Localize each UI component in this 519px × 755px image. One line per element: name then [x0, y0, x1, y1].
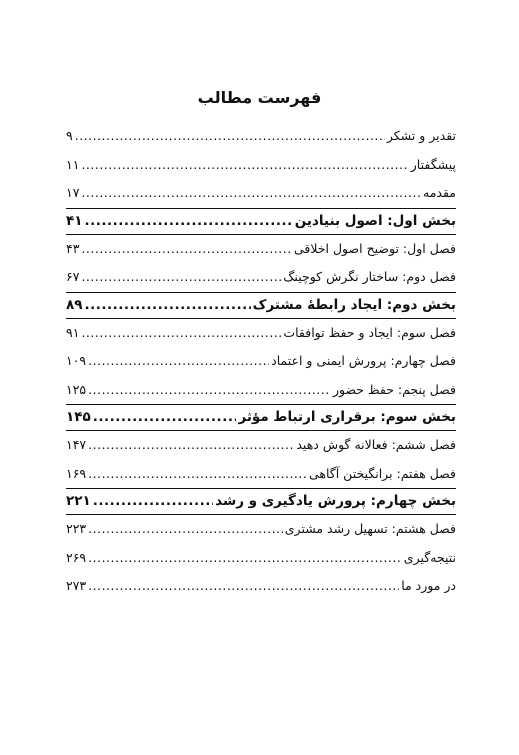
toc-entry-label: مقدمه [423, 185, 456, 200]
toc-entry-page-number: ۲۶۹ [66, 549, 87, 565]
toc-entry-label: فصل دوم: ساختار نگرش کوچینگ [283, 269, 456, 284]
dot-leader [88, 572, 399, 600]
dot-leader [81, 179, 421, 207]
toc-entry-label: فصل سوم: ایجاد و حفظ توافقات [283, 324, 456, 340]
dot-leader [88, 544, 402, 572]
toc-entry-page-number: ۶۷ [66, 269, 80, 284]
dot-leader [88, 431, 294, 459]
dot-leader [84, 209, 292, 234]
dot-leader [81, 319, 281, 347]
toc-part-heading [66, 292, 456, 319]
toc-entry-page-number: ۱۲۵ [66, 381, 87, 397]
toc-entry-label: نتیجه‌گیری [403, 549, 456, 565]
dot-leader [88, 460, 307, 488]
toc-entry-page-number: ۹۱ [66, 324, 80, 340]
toc-entry-page-number: ۴۳ [66, 240, 80, 256]
dot-leader [88, 347, 269, 375]
toc-entry [66, 122, 456, 151]
toc-entry-label: فصل هفتم: برانگیختن آگاهی [308, 465, 456, 481]
table-of-contents [66, 122, 456, 601]
dot-leader [81, 235, 292, 263]
toc-entry-page-number: ۴۱ [66, 212, 83, 229]
toc-part-heading [66, 208, 456, 235]
toc-entry [66, 431, 456, 460]
dot-leader [75, 122, 385, 150]
toc-entry-page-number: ۱۱ [66, 156, 80, 172]
dot-leader [81, 151, 408, 179]
toc-entry [66, 347, 456, 376]
toc-entry-label: بخش دوم: ایجاد رابطهٔ مشترک [252, 296, 456, 313]
toc-entry-label: فصل پنجم: حفظ حضور [332, 381, 456, 397]
toc-entry-label: بخش اول: اصول بنیادین [294, 212, 456, 229]
toc-entry [66, 319, 456, 348]
dot-leader [93, 405, 237, 430]
toc-entry-label: فصل هشتم: تسهیل رشد مشتری [284, 521, 456, 536]
toc-entry-label: بخش چهارم: پرورش یادگیری و رشد [215, 493, 456, 509]
toc-entry-label: بخش سوم: برقراری ارتباط مؤثر [238, 409, 456, 425]
toc-entry [66, 376, 456, 405]
toc-entry-label: فصل اول: توضیح اصول اخلاقی [293, 240, 456, 256]
toc-entry-page-number: ۹ [66, 128, 73, 143]
toc-entry-page-number: ۱۶۹ [66, 465, 87, 481]
dot-leader [93, 489, 213, 514]
toc-entry [66, 235, 456, 264]
page-title: فهرست مطالب [197, 88, 322, 107]
dot-leader [84, 293, 250, 318]
toc-entry-label: پیشگفتار [410, 156, 456, 172]
toc-entry-page-number: ۱۴۷ [66, 437, 87, 452]
toc-entry [66, 460, 456, 489]
toc-part-heading [66, 404, 456, 431]
toc-entry [66, 572, 456, 601]
toc-entry [66, 151, 456, 180]
toc-entry-label: فصل ششم: فعالانه گوش دهید [296, 437, 456, 452]
toc-entry-page-number: ۲۲۱ [66, 493, 91, 509]
dot-leader [81, 263, 281, 291]
toc-entry-page-number: ۲۲۳ [66, 521, 87, 536]
toc-entry-page-number: ۱۴۵ [66, 409, 91, 425]
toc-entry-label: فصل چهارم: پرورش ایمنی و اعتماد [271, 353, 456, 368]
toc-entry-page-number: ۸۹ [66, 296, 83, 313]
toc-entry-page-number: ۱۰۹ [66, 353, 87, 368]
toc-part-heading [66, 488, 456, 515]
toc-entry-page-number: ۲۷۳ [66, 578, 87, 593]
toc-entry-label: در مورد ما [401, 578, 456, 593]
toc-entry [66, 544, 456, 573]
dot-leader [88, 376, 331, 404]
toc-entry [66, 515, 456, 544]
dot-leader [88, 515, 283, 543]
toc-entry-page-number: ۱۷ [66, 185, 80, 200]
toc-entry [66, 179, 456, 208]
toc-entry [66, 263, 456, 292]
toc-entry-label: تقدیر و تشکر [386, 128, 456, 143]
